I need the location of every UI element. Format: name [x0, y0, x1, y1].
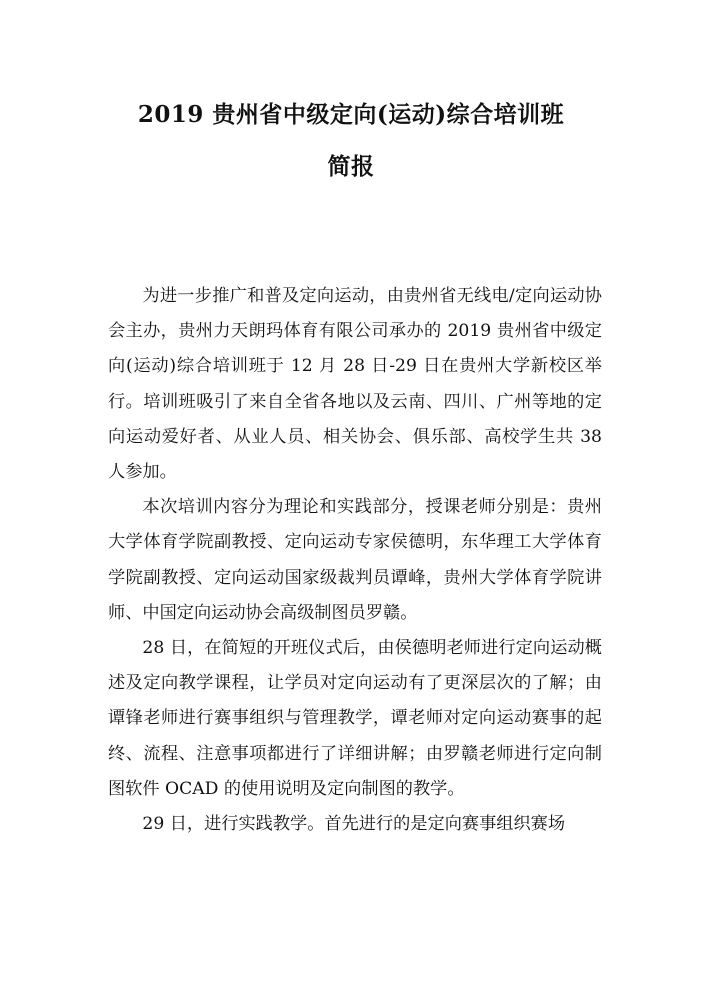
document-body [108, 279, 602, 842]
paragraph-day-29: 29 日，进行实践教学。首先进行的是定向赛事组织赛场 [142, 814, 566, 835]
paragraph-day-28: 28 日，在简短的开班仪式后，由侯德明老师进行定向运动概述及定向教学课程，让学员对定向运动有了更深层次的了解；由谭锋老师进行赛事组织与管理教学，谭老师对定向运动赛事的起终、流程、注意事项都进行了详细讲解；由罗赣老师进行定向制图软件 OCAD 的使用说明及定向制图的教学。 [108, 638, 602, 799]
document-title: 2019 贵州省中级定向(运动)综合培训班 [137, 101, 565, 128]
paragraph-instructors: 本次培训内容分为理论和实践部分，授课老师分别是：贵州大学体育学院副教授、定向运动专家侯德明，东华理工大学体育学院副教授、定向运动国家级裁判员谭峰，贵州大学体育学院讲师、中国定向运动协会高级制图员罗赣。 [108, 497, 602, 623]
paragraph-intro: 为进一步推广和普及定向运动，由贵州省无线电/定向运动协会主办，贵州力天朗玛体育有限公司承办的 2019 贵州省中级定向(运动)综合培训班于 12 月 28 日-29 日在贵州大学新校区举行。培训班吸引了来自全省各地以及云南、四川、广州等地的定向运动爱好者、从业人员、相关协会、俱乐部、高校学生共 38 人参加。 [108, 286, 602, 483]
document-subtitle: 简报 [327, 153, 375, 180]
